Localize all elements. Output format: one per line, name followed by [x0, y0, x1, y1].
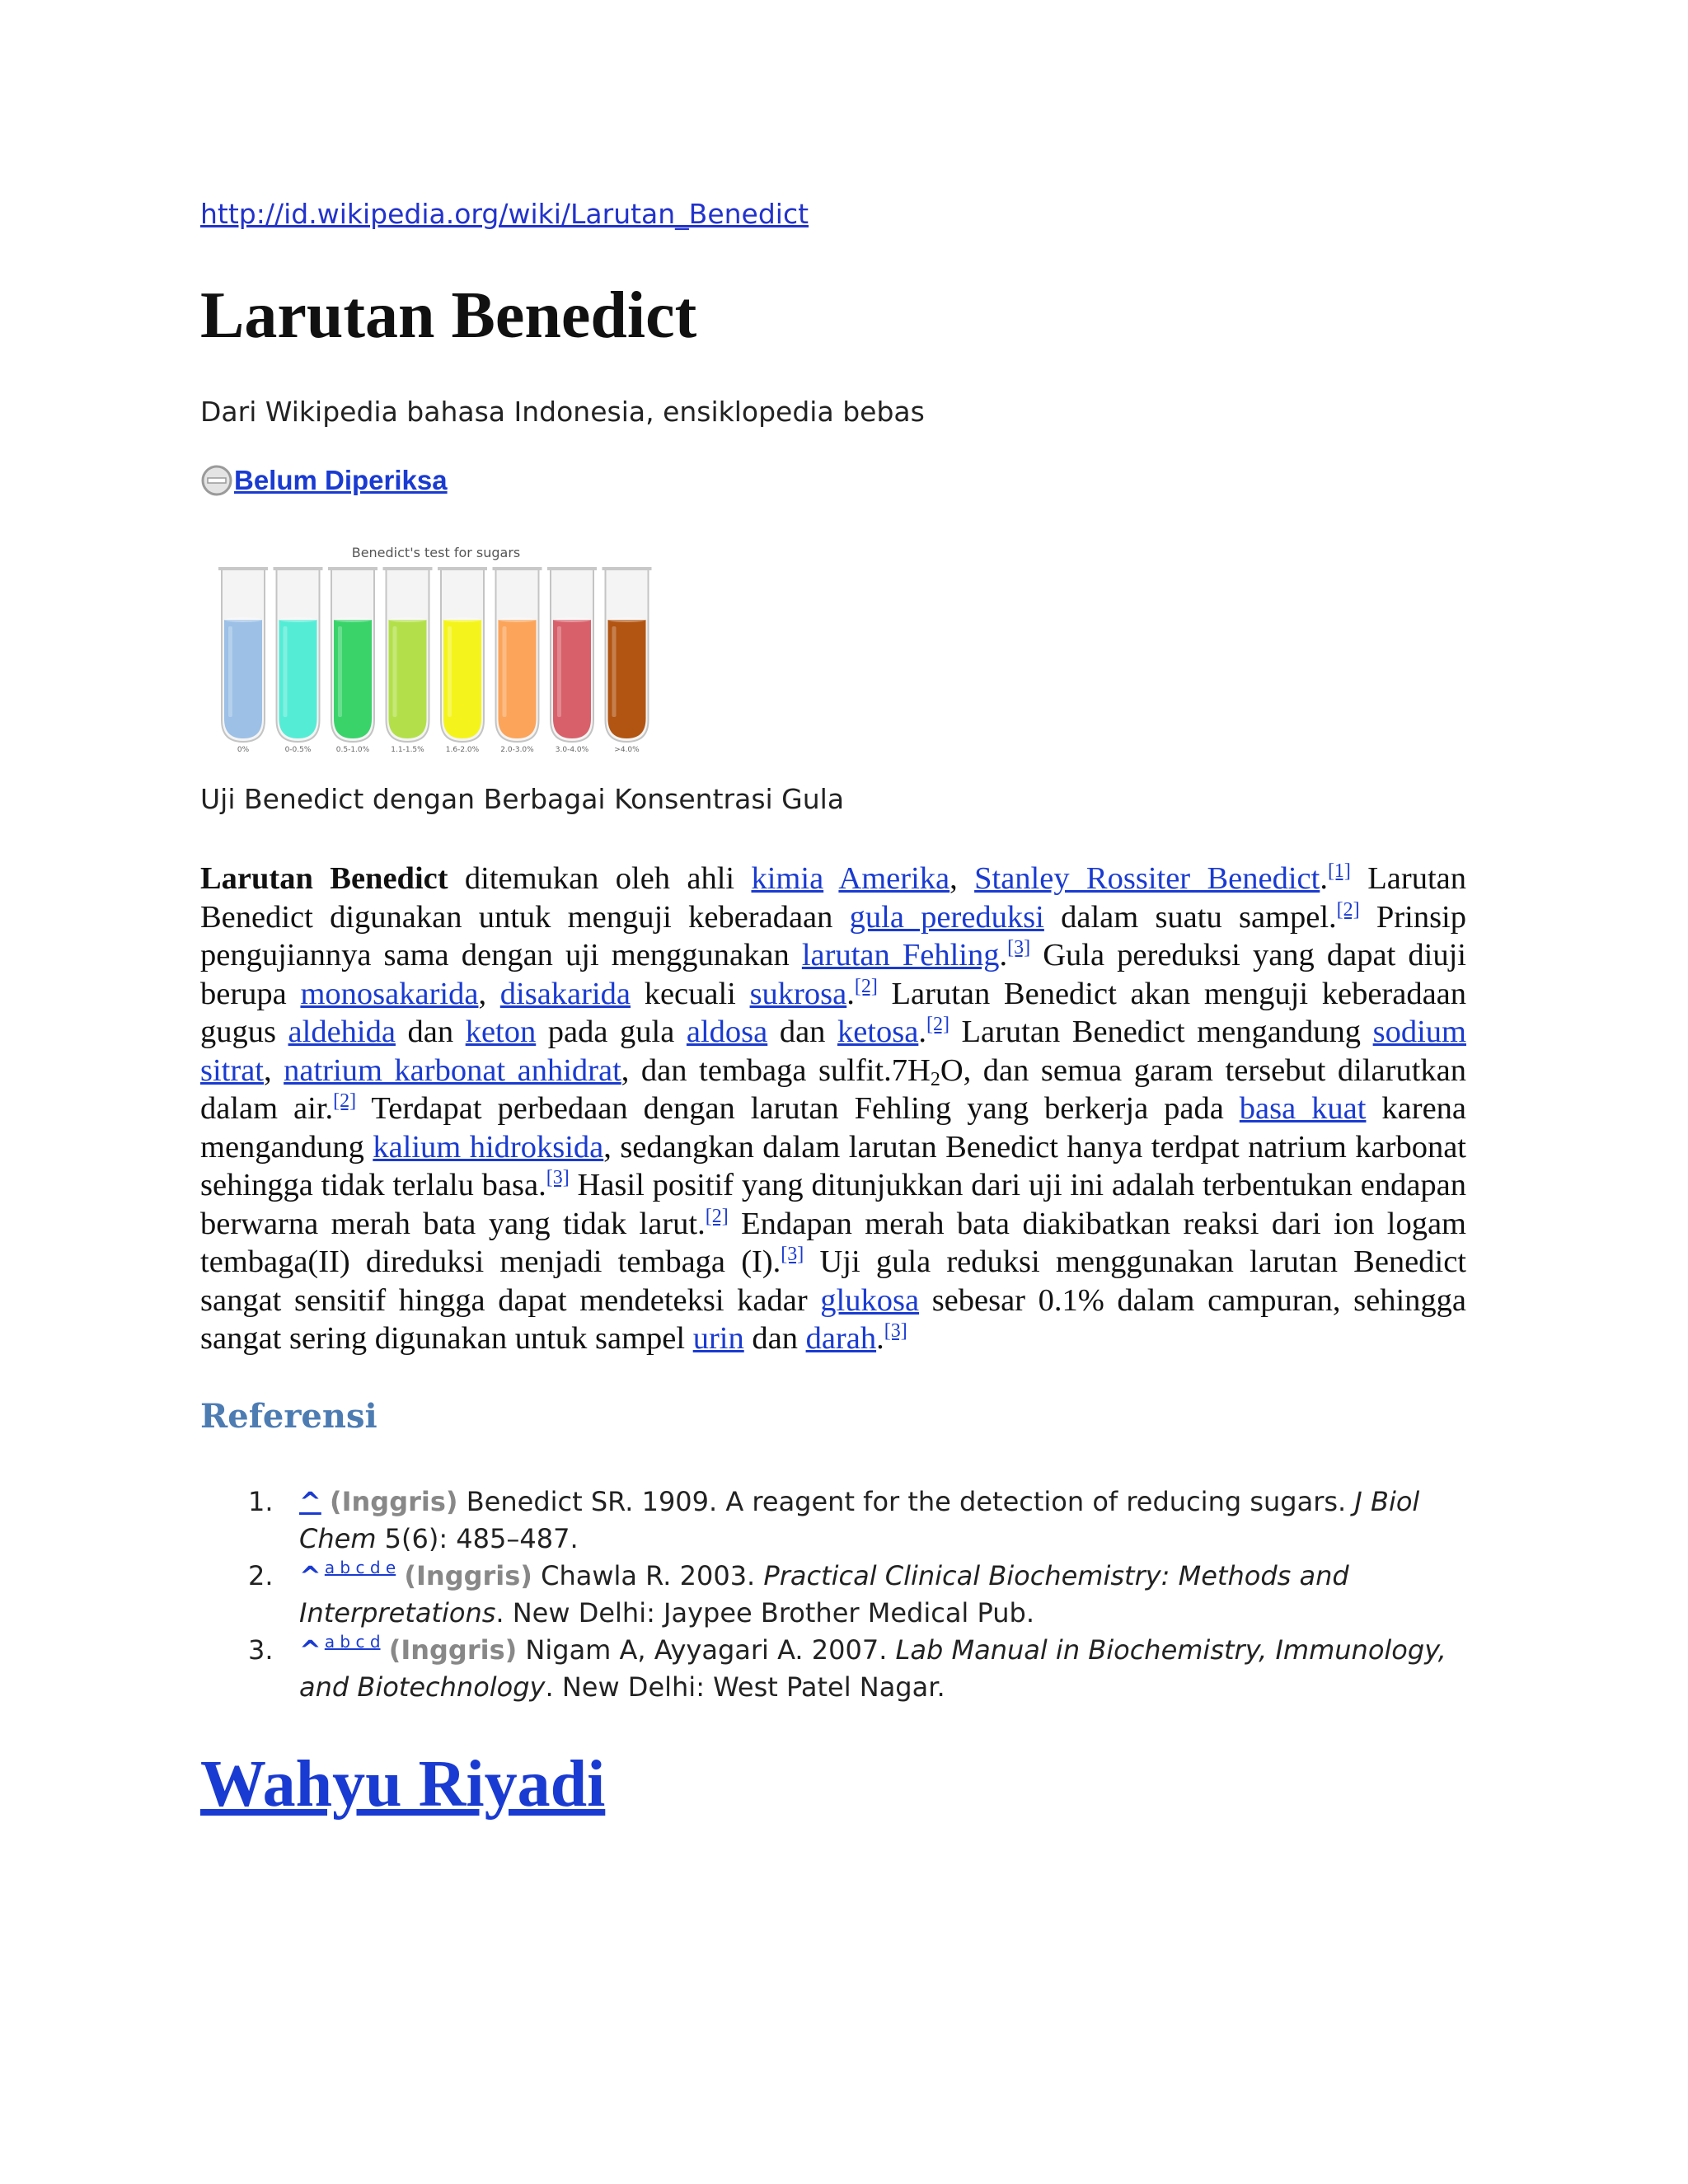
- page-subtitle: Dari Wikipedia bahasa Indonesia, ensiklopedia bebas: [200, 396, 925, 428]
- unreviewed-circle-icon: [200, 464, 233, 497]
- link-kalium-hidroksida[interactable]: kalium hidroksida: [373, 1129, 604, 1165]
- tube-label: 1.1-1.5%: [391, 746, 424, 754]
- tube-label: 0%: [237, 746, 250, 754]
- backlink-caret: ^: [299, 1560, 321, 1591]
- ref-link[interactable]: [3]: [546, 1167, 570, 1188]
- reference-item: 2. ^ $^{a b c d e}$ (Inggris) Chawla R. 2003. Practical Clinical Biochemistry: Methods and Interpretations. New Delhi: Jaypee Brother Medical Pub.: [248, 1558, 1349, 1629]
- link-urin[interactable]: urin: [692, 1321, 744, 1356]
- tube-label: 0-0.5%: [284, 746, 312, 754]
- test-tube: [603, 567, 652, 742]
- link-basa-kuat[interactable]: basa kuat: [1239, 1091, 1367, 1126]
- ref-link[interactable]: [2]: [333, 1090, 357, 1112]
- link-amerika[interactable]: Amerika: [838, 861, 950, 896]
- test-tube: [438, 567, 487, 742]
- test-tube: [547, 567, 597, 742]
- tube-label: 0.5-1.0%: [335, 746, 370, 754]
- test-tube: [383, 567, 433, 742]
- backlink-caret: ^: [299, 1634, 321, 1666]
- tube-label: >4.0%: [614, 746, 640, 754]
- link-natrium-karbonat[interactable]: natrium karbonat anhidrat: [284, 1052, 621, 1088]
- ref-link[interactable]: [2]: [926, 1014, 950, 1035]
- link-ketosa[interactable]: ketosa: [837, 1015, 919, 1049]
- link-monosakarida[interactable]: monosakarida: [300, 976, 479, 1011]
- backlink-caret[interactable]: ^: [299, 1486, 321, 1517]
- test-tube: [328, 567, 377, 742]
- link-gula-pereduksi[interactable]: gula pereduksi: [849, 899, 1044, 935]
- link-disakarida[interactable]: disakarida: [499, 976, 631, 1011]
- article-paragraph: Larutan Benedict ditemukan oleh ahli kimia Amerika, Stanley Rossiter Benedict.[1] Larutan Benedict digunakan untuk menguji keberadaan gula pereduksi dalam suatu sampel.[2] Prinsip pengujiannya sama dengan uji menggunakan larutan Fehling.[3] Gula pereduksi yang dapat diuji berupa monosakarida, disakarida kecuali sukrosa.[2] Larutan Benedict akan menguji keberadaan gugus aldehida dan keton pada gula aldosa dan ketosa.[2] Larutan Benedict mengandung sodium sitrat, natrium karbonat anhidrat, dan tembaga $sulfit.7H_2O$, dan semua garam tersebut dilarutkan dalam air.[2] Terdapat perbedaan dengan larutan Fehling yang berkerja pada basa kuat karena mengandung kalium hidroksida, sedangkan dalam larutan Benedict hanya terdpat natrium karbonat sehingga tidak terlalu basa.[3] Hasil positif yang ditunjukkan dari uji ini adalah terbentukan endapan berwarna merah bata yang tidak larut.[2] Endapan merah bata diakibatkan reaksi dari ion logam tembaga(II) direduksi menjadi tembaga (I).[3] Uji gula reduksi menggunakan larutan Benedict sangat sensitif hingga dapat mendeteksi kadar glukosa sebesar 0.1% dalam campuran, sehingga sangat sering digunakan untuk sampel urin dan darah.[3]: [200, 860, 1467, 1356]
- figure-title: Benedict's test for sugars: [351, 545, 521, 560]
- ref-link[interactable]: [1]: [1327, 860, 1351, 882]
- ref-link[interactable]: [2]: [1336, 898, 1360, 921]
- link-aldehida[interactable]: aldehida: [288, 1015, 396, 1049]
- backlinks[interactable]: a b c d e: [324, 1558, 396, 1577]
- tube-label: 2.0-3.0%: [500, 746, 534, 754]
- reference-item: 1. ^ (Inggris) Benedict SR. 1909. A reagent for the detection of reducing sugars. J Biol Chem 5(6): 485–487.: [248, 1486, 1420, 1554]
- image-caption: Uji Benedict dengan Berbagai Konsentrasi Gula: [200, 783, 845, 815]
- test-tube: [493, 567, 542, 742]
- reference-item: 3. ^ $^{a b c d}$ (Inggris) Nigam A, Ayyagari A. 2007. Lab Manual in Biochemistry, Immunology, and Biotechnology. New Delhi: West Patel Nagar.: [248, 1632, 1447, 1703]
- benedict-test-image: [204, 534, 660, 755]
- page-title: Larutan Benedict: [200, 279, 697, 352]
- link-stanley-benedict[interactable]: Stanley Rossiter Benedict: [974, 861, 1320, 896]
- tube-label: 3.0-4.0%: [555, 746, 589, 754]
- link-sodium-sitrat[interactable]: sodium sitrat: [200, 1015, 1466, 1088]
- test-tube: [218, 567, 268, 742]
- link-glukosa[interactable]: glukosa: [820, 1282, 920, 1318]
- ref-link[interactable]: [3]: [781, 1244, 804, 1265]
- ref-link[interactable]: [2]: [705, 1205, 729, 1227]
- link-larutan-fehling[interactable]: larutan Fehling: [801, 938, 1000, 972]
- ref-link[interactable]: [2]: [854, 975, 878, 997]
- author-link[interactable]: Wahyu Riyadi: [200, 1748, 606, 1821]
- bold-term: Larutan Benedict: [200, 861, 448, 896]
- references-heading: Referensi: [200, 1397, 377, 1436]
- ref-link[interactable]: [3]: [1007, 937, 1031, 958]
- references-list: [200, 1483, 1486, 1706]
- backlinks[interactable]: a b c d: [324, 1632, 381, 1652]
- tube-label: 1.6-2.0%: [445, 746, 480, 754]
- link-aldosa[interactable]: aldosa: [686, 1015, 768, 1049]
- source-url-link[interactable]: http://id.wikipedia.org/wiki/Larutan_Benedict: [200, 198, 809, 230]
- link-kimia[interactable]: kimia: [751, 861, 824, 896]
- ref-link[interactable]: [3]: [884, 1320, 907, 1342]
- link-keton[interactable]: keton: [465, 1015, 537, 1049]
- link-sukrosa[interactable]: sukrosa: [749, 976, 847, 1011]
- review-status-link[interactable]: Belum Diperiksa: [234, 465, 448, 495]
- test-tube: [274, 567, 323, 742]
- link-darah[interactable]: darah: [805, 1321, 877, 1356]
- review-status: [200, 464, 448, 497]
